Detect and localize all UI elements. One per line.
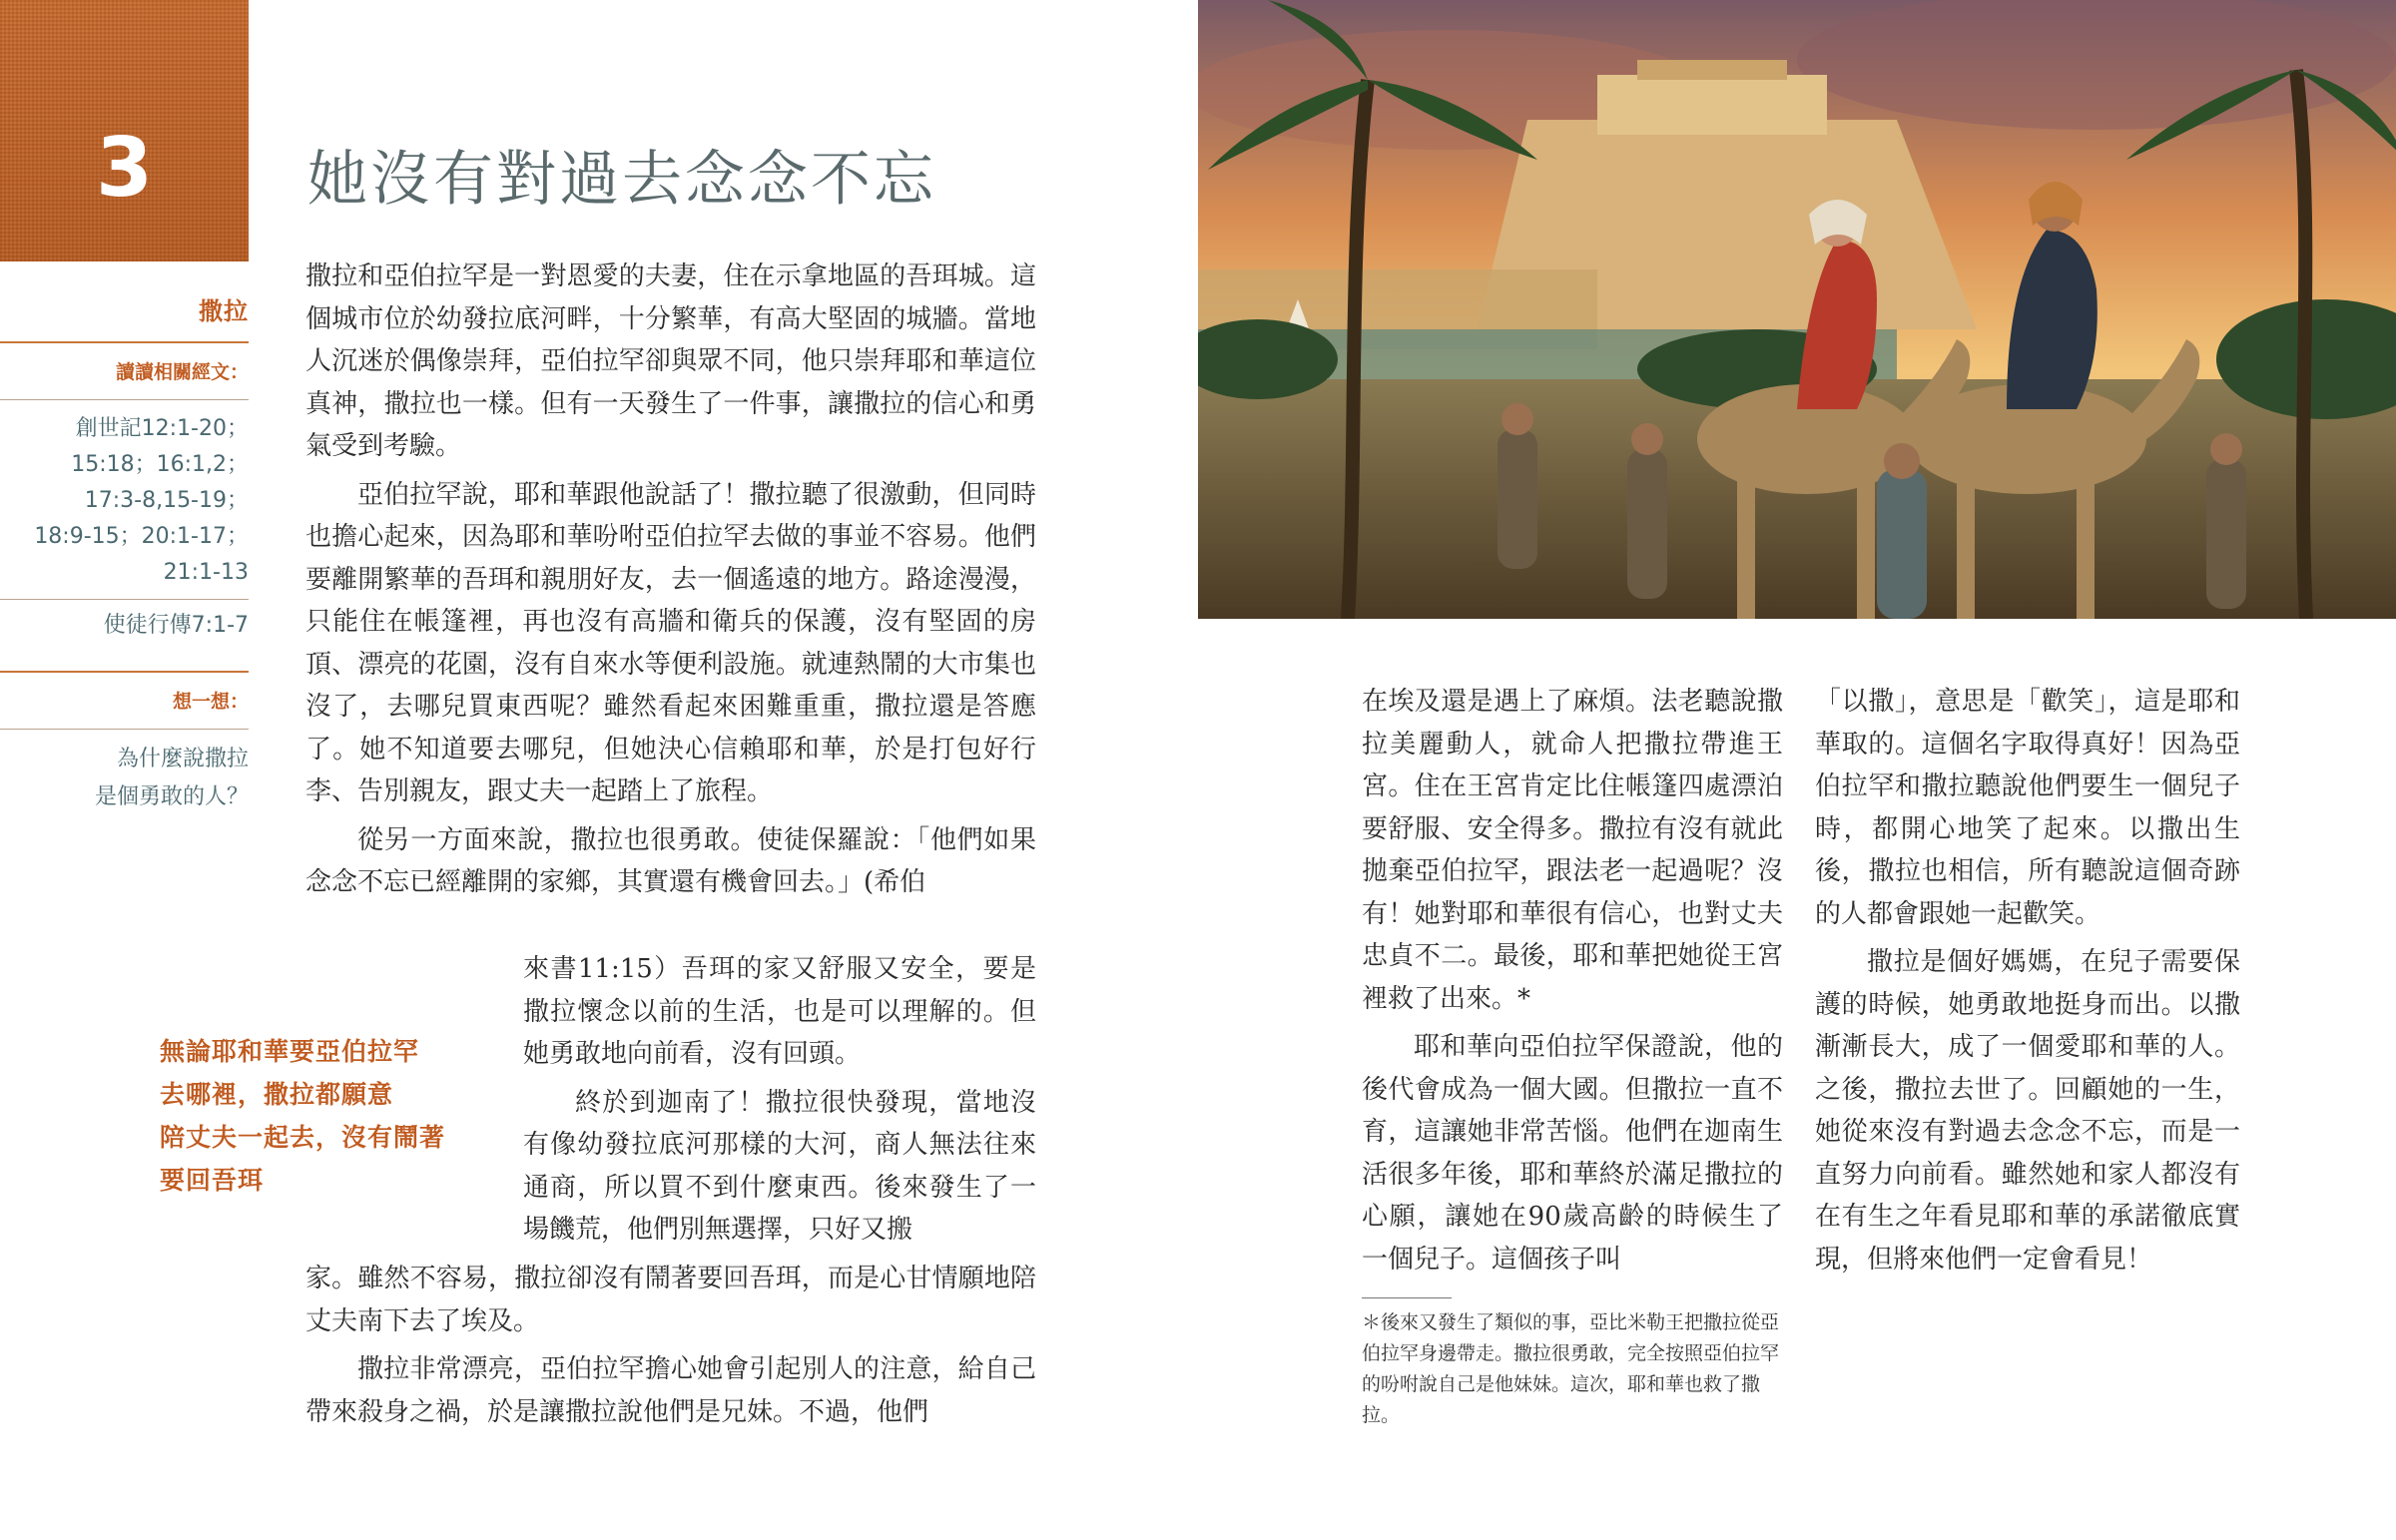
- question-line: 是個勇敢的人？: [94, 784, 249, 809]
- pull-quote-line: 去哪裡，撒拉都願意: [160, 1080, 394, 1109]
- scripture-ref: 21:1-13: [163, 560, 249, 585]
- sidebar-divider: [0, 599, 249, 600]
- think-label: 想一想：: [172, 691, 249, 713]
- footnote: ＊後來又發生了類似的事，亞比米勒王把撒拉從亞伯拉罕身邊帶走。撒拉很勇敢，完全按照亞伯拉罕的吩咐說自己是他妹妹。這次，耶和華也救了撒拉。: [1362, 1311, 1780, 1426]
- scripture-ref: 15:18；16:1,2；: [71, 452, 249, 477]
- scripture-ref: 17:3-8,15-19；: [84, 488, 249, 513]
- pull-quote-line: 要回吾珥: [160, 1166, 265, 1195]
- question-line: 為什麼說撒拉: [116, 747, 249, 771]
- scripture-refs: [34, 411, 249, 591]
- scripture-ref: 18:9-15；20:1-17；: [34, 524, 249, 549]
- sidebar-divider: [0, 729, 249, 730]
- body-column-right: [1815, 681, 2240, 1286]
- paragraph: 亞伯拉罕說，耶和華跟他說話了！撒拉聽了很激動，但同時也擔心起來，因為耶和華吩咐亞伯拉罕去做的事並不容易。他們要離開繁華的吾珥和親朋好友，去一個遙遠的地方。路途漫漫，只能住在帳篷裡，再也沒有高牆和衛兵的保護，沒有堅固的房頂、漂亮的花園，沒有自來水等便利設施。就連熱鬧的大市集也沒了，去哪兒買東西呢？雖然看起來困難重重，撒拉還是答應了。她不知道要去哪兒，但她決心信賴耶和華，於是打包好行李、告別親友，跟丈夫一起踏上了旅程。: [305, 479, 1036, 806]
- acts-ref: 使徒行傳7:1-7: [103, 613, 249, 638]
- paragraph: 從另一方面來說，撒拉也很勇敢。使徒保羅說：「他們如果念念不忘已經離開的家鄉，其實還有機會回去。」(希伯: [305, 824, 1036, 897]
- sidebar-person-name: 撒拉: [199, 297, 249, 325]
- sidebar-divider: [0, 341, 249, 343]
- footnote-divider: [1362, 1297, 1452, 1298]
- paragraph: 「以撒」，意思是「歡笑」，這是耶和華取的。這個名字取得真好！因為亞伯拉罕和撒拉聽說他們要生一個兒子時，都開心地笑了起來。以撒出生後，撒拉也相信，所有聽說這個奇跡的人都會跟她一起歡笑。: [1815, 687, 2240, 929]
- reading-label: 讀讀相關經文：: [115, 361, 249, 383]
- paragraph: 耶和華向亞伯拉罕保證說，他的後代會成為一個大國。但撒拉一直不育，這讓她非常苦惱。他們在迦南生活很多年後，耶和華終於滿足撒拉的心願，讓她在90歲高齡的時候生了一個兒子。這個孩子叫: [1362, 1032, 1783, 1275]
- journey-illustration: [1198, 0, 2396, 619]
- chapter-number-box: [0, 0, 249, 261]
- chapter-title: 她沒有對過去念念不忘: [307, 145, 936, 215]
- scripture-ref: 創世記12:1-20；: [75, 416, 249, 441]
- paragraph: 終於到迦南了！撒拉很快發現，當地沒有像幼發拉底河那樣的大河，商人無法往來通商，所以買不到什麼東西。後來發生了一場饑荒，他們別無選擇，只好又搬: [523, 1087, 1036, 1245]
- chapter-number: 3: [95, 121, 154, 216]
- sidebar-divider: [0, 399, 249, 400]
- body-column-middle: [1362, 681, 1783, 1286]
- body-column-left-narrow: [523, 948, 1036, 1258]
- body-column-left-bottom: [305, 1258, 1036, 1439]
- pull-quote: [160, 1030, 489, 1202]
- paragraph: 來書11:15）吾珥的家又舒服又安全，要是撒拉懷念以前的生活，也是可以理解的。但她勇敢地向前看，沒有回頭。: [523, 954, 1036, 1069]
- body-column-left-top: [305, 256, 1036, 910]
- paragraph: 撒拉和亞伯拉罕是一對恩愛的夫妻，住在示拿地區的吾珥城。這個城市位於幼發拉底河畔，十分繁華，有高大堅固的城牆。當地人沉迷於偶像崇拜，亞伯拉罕卻與眾不同，他只崇拜耶和華這位真神，撒拉也一樣。但有一天發生了一件事，讓撒拉的信心和勇氣受到考驗。: [305, 261, 1036, 461]
- paragraph: 家。雖然不容易，撒拉卻沒有鬧著要回吾珥，而是心甘情願地陪丈夫南下去了埃及。: [305, 1264, 1036, 1336]
- paragraph: 撒拉是個好媽媽，在兒子需要保護的時候，她勇敢地挺身而出。以撒漸漸長大，成了一個愛耶和華的人。之後，撒拉去世了。回顧她的一生，她從來沒有對過去念念不忘，而是一直努力向前看。雖然她和家人都沒有在有生之年看見耶和華的承諾徹底實現，但將來他們一定會看見！: [1815, 947, 2240, 1275]
- sidebar-divider: [0, 671, 249, 673]
- paragraph: 撒拉非常漂亮，亞伯拉罕擔心她會引起別人的注意，給自己帶來殺身之禍，於是讓撒拉說他們是兄妹。不過，他們: [305, 1354, 1036, 1427]
- paragraph: 在埃及還是遇上了麻煩。法老聽說撒拉美麗動人，就命人把撒拉帶進王宮。住在王宮肯定比住帳篷四處漂泊要舒服、安全得多。撒拉有沒有就此拋棄亞伯拉罕，跟法老一起過呢？沒有！她對耶和華很有信心，也對丈夫忠貞不二。最後，耶和華把她從王宮裡救了出來。*: [1362, 687, 1783, 1014]
- pull-quote-line: 陪丈夫一起去，沒有鬧著: [160, 1123, 446, 1152]
- reflection-question: [95, 741, 249, 816]
- pull-quote-line: 無論耶和華要亞伯拉罕: [160, 1037, 420, 1066]
